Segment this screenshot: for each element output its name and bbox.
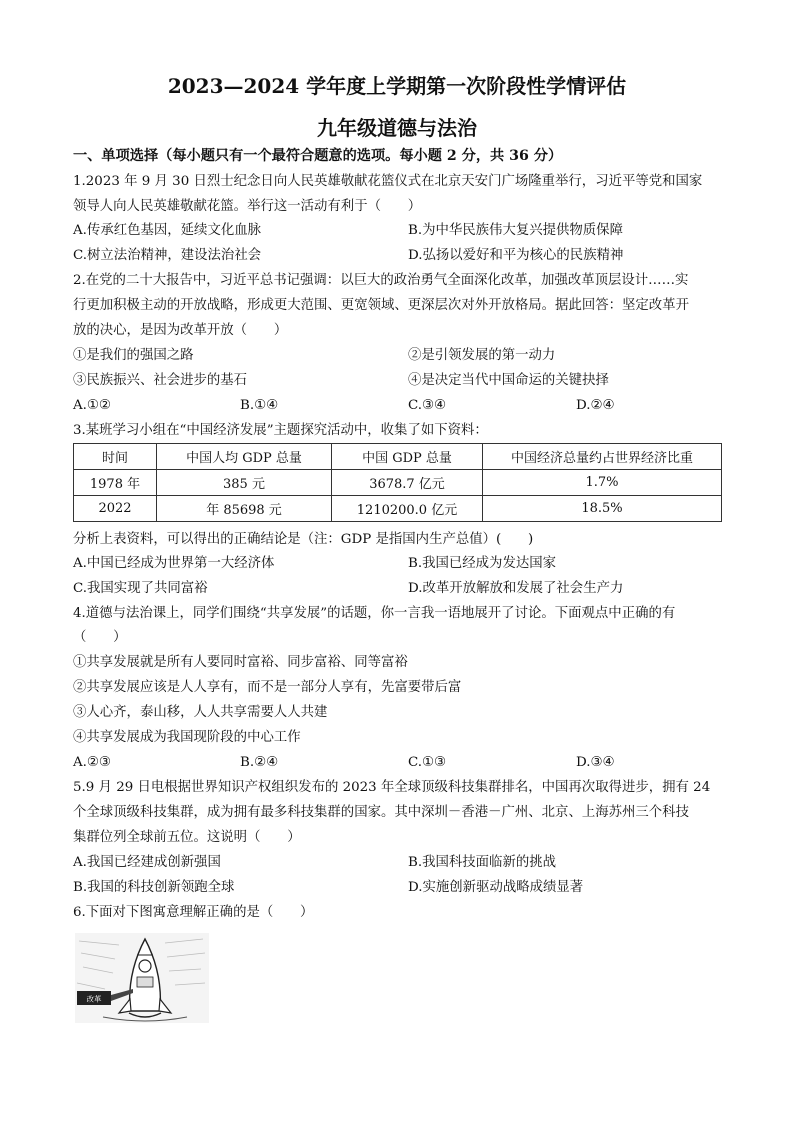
table-row xyxy=(74,470,722,496)
q2-option-b: B.①④ xyxy=(240,398,279,413)
q3-stem: 3.某班学习小组在“中国经济发展”主题探究活动中，收集了如下资料： xyxy=(73,423,488,438)
q1-option-a: A.传承红色基因，延续文化血脉 xyxy=(73,223,262,238)
rocket-cartoon-image xyxy=(75,933,209,1023)
q4-option-a: A.②③ xyxy=(73,755,111,770)
q1-option-b: B.为中华民族伟大复兴提供物质保障 xyxy=(408,223,623,238)
q5-option-a: A.我国已经建成创新强国 xyxy=(73,855,221,870)
q2-stem-line2: 行更加积极主动的开放战略，形成更大范围、更宽领域、更深层次对外开放格局。据此回答：坚定改革开 xyxy=(73,298,689,313)
exam-title: 2023—2024 学年度上学期第一次阶段性学情评估 xyxy=(167,74,627,98)
q5-stem-line2: 个全球顶级科技集群，成为拥有最多科技集群的国家。其中深圳－香港－广州、北京、上海苏州三个科技 xyxy=(73,805,689,820)
q4-stem-line2: （ ） xyxy=(73,630,127,645)
q4-item-4: ④共享发展成为我国现阶段的中心工作 xyxy=(73,730,301,745)
table-cell: 385 元 xyxy=(157,470,332,496)
q2-item-1: ①是我们的强国之路 xyxy=(73,348,194,363)
q4-item-1: ①共享发展就是所有人要同时富裕、同步富裕、同等富裕 xyxy=(73,655,408,670)
q1-option-c: C.树立法治精神，建设法治社会 xyxy=(73,248,262,263)
table-cell: 1210200.0 亿元 xyxy=(332,496,483,522)
q4-stem-line1: 4.道德与法治课上，同学们围绕“共享发展”的话题，你一言我一语地展开了讨论。下面观点中正确的有 xyxy=(73,606,676,621)
table-cell: 1978 年 xyxy=(74,470,157,496)
table-cell: 年 85698 元 xyxy=(157,496,332,522)
cartoon-label: 改革 xyxy=(86,994,102,1004)
q5-option-b: B.我国科技面临新的挑战 xyxy=(408,855,557,870)
table-header: 时间 xyxy=(74,444,157,470)
q5-stem-line1: 5.9 月 29 日电根据世界知识产权组织发布的 2023 年全球顶级科技集群排名，中国再次取得进步，拥有 24 xyxy=(73,780,711,795)
section-heading: 一、单项选择（每小题只有一个最符合题意的选项。每小题 2 分，共 36 分） xyxy=(73,148,563,164)
q5-stem-line3: 集群位列全球前五位。这说明（ ） xyxy=(73,830,301,845)
q4-option-c: C.①③ xyxy=(408,755,447,770)
table-cell: 3678.7 亿元 xyxy=(332,470,483,496)
q6-stem: 6.下面对下图寓意理解正确的是（ ） xyxy=(73,905,314,920)
table-row xyxy=(74,496,722,522)
table-cell: 2022 xyxy=(74,496,157,522)
q4-option-b: B.②④ xyxy=(240,755,279,770)
gdp-table xyxy=(73,443,722,522)
q1-stem-line2: 领导人向人民英雄敬献花篮。举行这一活动有利于（ ） xyxy=(73,199,422,214)
q2-item-4: ④是决定当代中国命运的关键抉择 xyxy=(408,373,609,388)
q2-stem-line3: 放的决心，是因为改革开放（ ） xyxy=(73,323,288,338)
table-cell: 1.7% xyxy=(483,470,722,496)
q2-stem-line1: 2.在党的二十大报告中，习近平总书记强调：以巨大的政治勇气全面深化改革，加强改革顶层设计……实 xyxy=(73,273,689,288)
q4-option-d: D.③④ xyxy=(576,755,615,770)
q2-item-3: ③民族振兴、社会进步的基石 xyxy=(73,373,248,388)
q2-option-c: C.③④ xyxy=(408,398,447,413)
table-header: 中国经济总量约占世界经济比重 xyxy=(483,444,722,470)
q5-option-d: D.实施创新驱动战略成绩显著 xyxy=(408,880,584,895)
q3-option-a: A.中国已经成为世界第一大经济体 xyxy=(73,556,275,571)
q1-stem-line1: 1.2023 年 9 月 30 日烈士纪念日向人民英雄敬献花篮仪式在北京天安门广场隆重举行，习近平等党和国家 xyxy=(73,174,703,189)
table-cell: 18.5% xyxy=(483,496,722,522)
q3-option-b: B.我国已经成为发达国家 xyxy=(408,556,557,571)
table-header: 中国人均 GDP 总量 xyxy=(157,444,332,470)
q2-item-2: ②是引领发展的第一动力 xyxy=(408,348,556,363)
q3-option-c: C.我国实现了共同富裕 xyxy=(73,581,208,596)
q1-option-d: D.弘扬以爱好和平为核心的民族精神 xyxy=(408,248,624,263)
q2-option-d: D.②④ xyxy=(576,398,615,413)
q3-option-d: D.改革开放解放和发展了社会生产力 xyxy=(408,581,624,596)
q2-option-a: A.①② xyxy=(73,398,111,413)
exam-subject: 九年级道德与法治 xyxy=(317,116,477,140)
q4-item-3: ③人心齐，泰山移，人人共享需要人人共建 xyxy=(73,705,328,720)
q5-option-c: B.我国的科技创新领跑全球 xyxy=(73,880,235,895)
q4-item-2: ②共享发展应该是人人享有，而不是一部分人享有，先富要带后富 xyxy=(73,680,462,695)
table-header-row xyxy=(74,444,722,470)
q3-question: 分析上表资料，可以得出的正确结论是（注：GDP 是指国内生产总值）( ) xyxy=(73,532,534,547)
table-header: 中国 GDP 总量 xyxy=(332,444,483,470)
